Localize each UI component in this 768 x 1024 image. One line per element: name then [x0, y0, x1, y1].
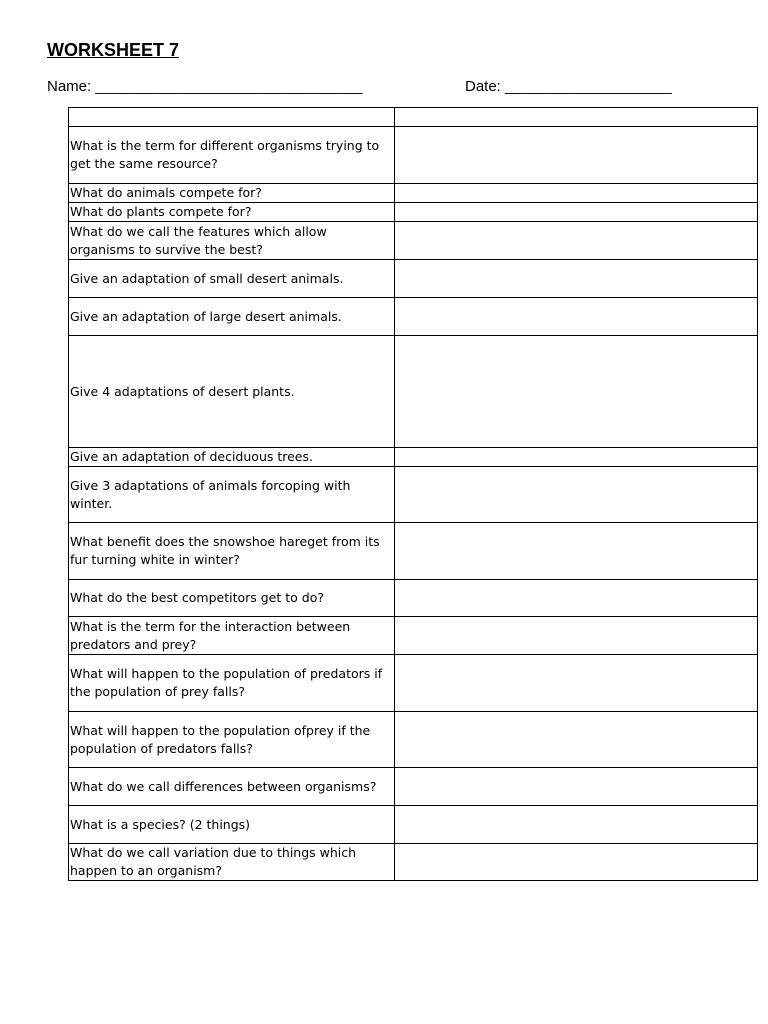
table-row [69, 523, 758, 580]
question-cell: What is the term for the interaction between predators and prey? [69, 617, 395, 655]
question-cell: What is a species? (2 things) [69, 806, 395, 844]
header-cell-question [69, 108, 395, 127]
table-row [69, 336, 758, 448]
question-cell: Give 3 adaptations of animals forcoping with winter. [69, 467, 395, 523]
table-header-row [69, 108, 758, 127]
answer-cell[interactable] [395, 222, 758, 260]
table-row [69, 844, 758, 881]
answer-cell[interactable] [395, 260, 758, 298]
question-cell: What do we call differences between organisms? [69, 768, 395, 806]
question-cell: What do plants compete for? [69, 203, 395, 222]
answer-cell[interactable] [395, 184, 758, 203]
table-row [69, 222, 758, 260]
answer-cell[interactable] [395, 617, 758, 655]
table-row [69, 580, 758, 617]
question-cell: Give an adaptation of large desert animals. [69, 298, 395, 336]
table-row [69, 260, 758, 298]
table-row [69, 127, 758, 184]
answer-cell[interactable] [395, 298, 758, 336]
table-row [69, 712, 758, 768]
table-row [69, 203, 758, 222]
table-row [69, 298, 758, 336]
question-cell: Give an adaptation of deciduous trees. [69, 448, 395, 467]
answer-cell[interactable] [395, 844, 758, 881]
answer-cell[interactable] [395, 448, 758, 467]
answer-cell[interactable] [395, 806, 758, 844]
date-field[interactable]: Date: ____________________ [465, 78, 672, 95]
question-cell: What do the best competitors get to do? [69, 580, 395, 617]
header-cell-answer [395, 108, 758, 127]
answer-cell[interactable] [395, 655, 758, 712]
question-cell: What will happen to the population of predators if the population of prey falls? [69, 655, 395, 712]
answer-cell[interactable] [395, 203, 758, 222]
question-cell: What benefit does the snowshoe hareget from its fur turning white in winter? [69, 523, 395, 580]
answer-cell[interactable] [395, 336, 758, 448]
table-row [69, 184, 758, 203]
answer-cell[interactable] [395, 712, 758, 768]
answer-cell[interactable] [395, 580, 758, 617]
question-cell: What will happen to the population ofprey if the population of predators falls? [69, 712, 395, 768]
name-field[interactable]: Name: ________________________________ [47, 78, 363, 95]
answer-cell[interactable] [395, 768, 758, 806]
question-cell: Give 4 adaptations of desert plants. [69, 336, 395, 448]
question-cell: What do we call the features which allow organisms to survive the best? [69, 222, 395, 260]
question-cell: What is the term for different organisms trying to get the same resource? [69, 127, 395, 184]
table-row [69, 806, 758, 844]
worksheet-table [68, 107, 758, 881]
question-cell: Give an adaptation of small desert animals. [69, 260, 395, 298]
table-row [69, 617, 758, 655]
worksheet-title: WORKSHEET 7 [47, 40, 180, 60]
answer-cell[interactable] [395, 523, 758, 580]
table-row [69, 768, 758, 806]
table-row [69, 448, 758, 467]
question-cell: What do animals compete for? [69, 184, 395, 203]
table-row [69, 655, 758, 712]
answer-cell[interactable] [395, 127, 758, 184]
question-cell: What do we call variation due to things which happen to an organism? [69, 844, 395, 881]
answer-cell[interactable] [395, 467, 758, 523]
table-row [69, 467, 758, 523]
